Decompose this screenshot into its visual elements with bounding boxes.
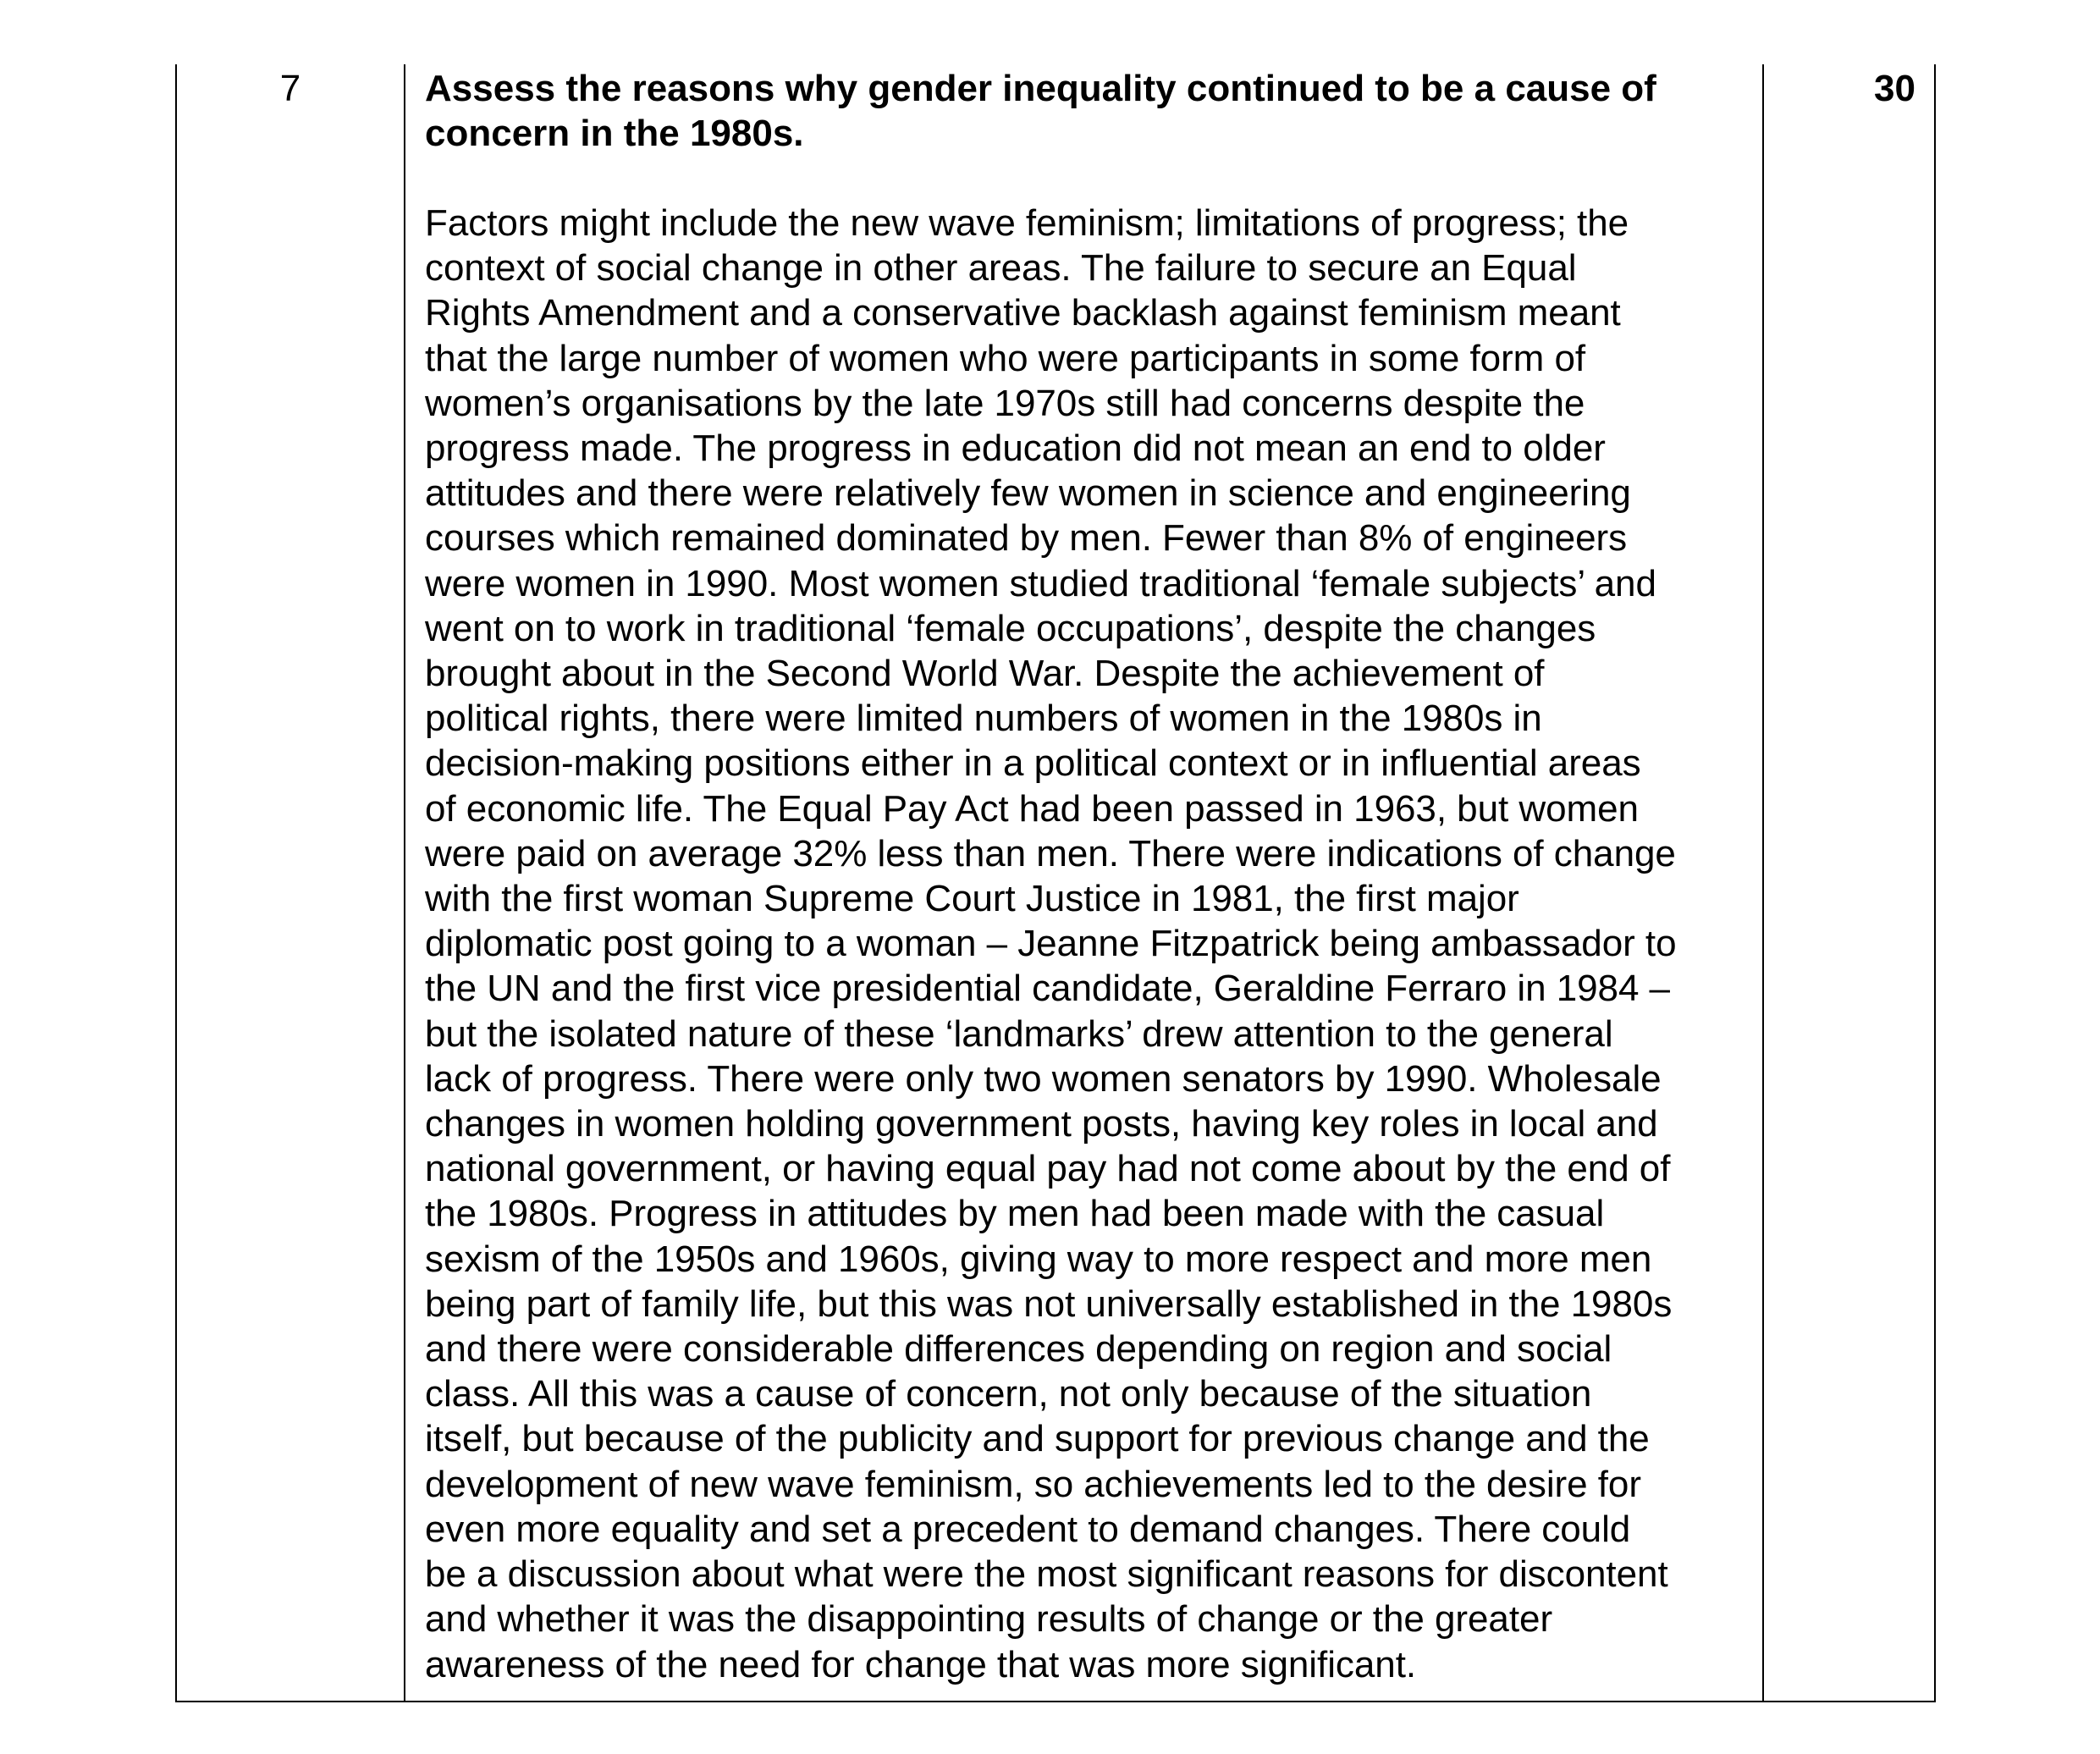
answer-line: went on to work in traditional ‘female occupations’, despite the changes	[425, 607, 1596, 649]
answer-line: brought about in the Second World War. Despite the achievement of	[425, 653, 1545, 695]
answer-line: Rights Amendment and a conservative backlash against feminism meant	[425, 292, 1621, 334]
answer-line: courses which remained dominated by men. Fewer than 8% of engineers	[425, 517, 1628, 560]
answer-line: Factors might include the new wave feminism; limitations of progress; the	[425, 202, 1629, 244]
answer-line: but the isolated nature of these ‘landmarks’ drew attention to the general	[425, 1012, 1613, 1055]
question-text: Assess the reasons why gender inequality continued to be a cause of concern in the 1980s.	[425, 68, 1656, 154]
answer-line: class. All this was a cause of concern, not only because of the situation	[425, 1373, 1592, 1415]
answer-line: were women in 1990. Most women studied traditional ‘female subjects’ and	[425, 562, 1656, 604]
answer-line: decision-making positions either in a political context or in influential areas	[425, 742, 1641, 785]
answer-line: awareness of the need for change that was more significant.	[425, 1643, 1417, 1685]
answer-line: political rights, there were limited numbers of women in the 1980s in	[425, 698, 1542, 740]
answer-line: context of social change in other areas. The failure to secure an Equal	[425, 247, 1577, 290]
answer-cell	[405, 64, 1762, 1687]
answer-line: with the first woman Supreme Court Justice in 1981, the first major	[425, 878, 1519, 920]
answer-line: diplomatic post going to a woman – Jeanne Fitzpatrick being ambassador to	[425, 923, 1677, 965]
answer-line: lack of progress. There were only two women senators by 1990. Wholesale	[425, 1057, 1662, 1100]
answer-line: women’s organisations by the late 1970s still had concerns despite the	[425, 382, 1585, 424]
answer-line: changes in women holding government posts, having key roles in local and	[425, 1103, 1658, 1145]
indicative-content	[425, 201, 1742, 1687]
answer-line: attitudes and there were relatively few women in science and engineering	[425, 472, 1631, 515]
answer-line: itself, but because of the publicity and support for previous change and the	[425, 1418, 1650, 1460]
answer-line: the UN and the first vice presidential candidate, Geraldine Ferraro in 1984 –	[425, 968, 1670, 1010]
marks-value: 30	[1874, 68, 1915, 109]
answer-line: of economic life. The Equal Pay Act had been passed in 1963, but women	[425, 787, 1639, 830]
answer-line: development of new wave feminism, so achievements led to the desire for	[425, 1463, 1641, 1505]
column-divider	[1762, 64, 1764, 1701]
answer-line: progress made. The progress in education did not mean an end to older	[425, 427, 1606, 470]
answer-line: and there were considerable differences depending on region and social	[425, 1328, 1612, 1371]
answer-line: were paid on average 32% less than men. There were indications of change	[425, 832, 1676, 874]
answer-line: be a discussion about what were the most significant reasons for discontent	[425, 1553, 1668, 1596]
question-number: 7	[279, 68, 301, 109]
answer-line: the 1980s. Progress in attitudes by men had been made with the casual	[425, 1193, 1605, 1235]
answer-line: sexism of the 1950s and 1960s, giving way to more respect and more men	[425, 1238, 1652, 1280]
answer-line: being part of family life, but this was not universally established in the 1980s	[425, 1282, 1673, 1325]
answer-line: even more equality and set a precedent to demand changes. There could	[425, 1508, 1631, 1550]
answer-line: national government, or having equal pay had not come about by the end of	[425, 1148, 1671, 1190]
mark-scheme-table	[175, 64, 1936, 1702]
answer-line: that the large number of women who were participants in some form of	[425, 337, 1586, 379]
answer-line: and whether it was the disappointing results of change or the greater	[425, 1598, 1553, 1641]
